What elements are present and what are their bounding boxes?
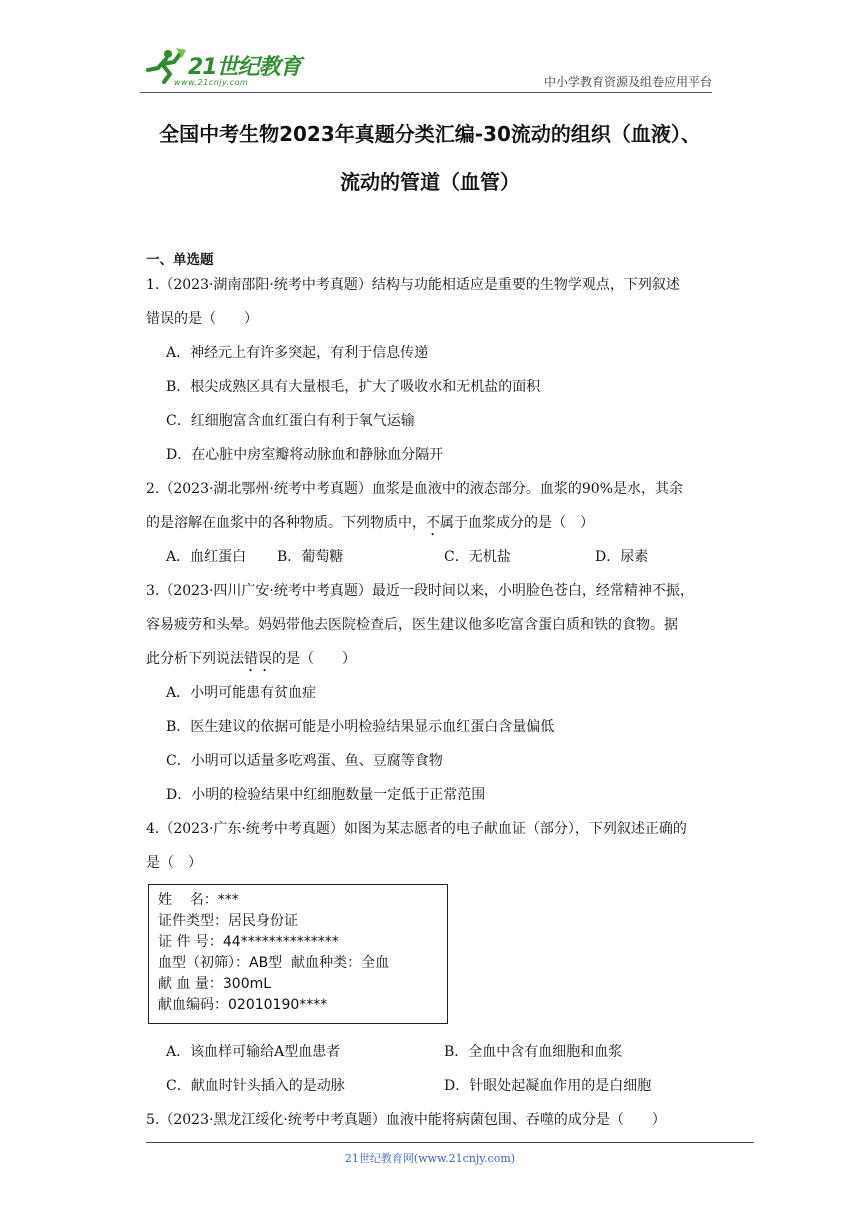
question-4-option-c: C．献血时针头插入的是动脉 [166,1078,345,1094]
certificate-line-name: 姓 名：*** [158,892,239,908]
certificate-line-volume: 献 血 量：300mL [158,976,272,992]
question-3-option-b: B．医生建议的依据可能是小明检验结果显示血红蛋白含量偏低 [166,719,555,735]
question-3-text-post: 的是（ ） [272,651,356,667]
header-divider [140,92,712,93]
question-4-option-b: B．全血中含有血细胞和血浆 [444,1044,623,1060]
page-header [140,44,712,94]
question-2-option-d: D．尿素 [595,549,649,565]
question-1-line-2: 错误的是（ ） [146,311,258,327]
question-2-text-pre: 的是溶解在血浆中的各种物质。下列物质中， [146,515,426,531]
question-2-line-1: 2.（2023·湖北鄂州·统考中考真题）血浆是血液中的液态部分。血浆的90%是水，其余 [146,481,684,497]
question-3-text-pre: 此分析下列说法 [146,651,244,667]
question-3-line-1: 3.（2023·四川广安·统考中考真题）最近一段时间以来，小明脸色苍白，经常精神不振， [146,583,694,599]
question-2-option-b: B．葡萄糖 [277,549,344,565]
question-1-option-b: B．根尖成熟区具有大量根毛，扩大了吸收水和无机盐的面积 [166,379,541,395]
question-1-option-d: D．在心脏中房室瓣将动脉血和静脉血分隔开 [166,447,444,463]
question-4-option-a: A．该血样可输给A型血患者 [166,1044,341,1060]
question-4-line-1: 4.（2023·广东·统考中考真题）如图为某志愿者的电子献血证（部分），下列叙述正确的 [146,821,687,837]
question-3-line-2: 容易疲劳和头晕。妈妈带他去医院检查后，医生建议他多吃富含蛋白质和铁的食物。据 [146,617,678,633]
question-1-option-a: A．神经元上有许多突起，有利于信息传递 [166,345,429,361]
logo-url: www.21cnjy.com [174,78,249,87]
question-3-line-3 [146,648,356,675]
document-title-line-2: 流动的管道（血管） [340,170,520,194]
site-logo [140,44,310,92]
question-1-option-c: C．红细胞富含血红蛋白有利于氧气运输 [166,413,415,429]
blood-donation-certificate [148,884,448,1024]
question-2-text-post: 属于血浆成分的是（ ） [440,515,594,531]
question-1-line-1: 1.（2023·湖南邵阳·统考中考真题）结构与功能相适应是重要的生物学观点，下列叙述 [146,277,680,293]
question-3-emphasis: 错误 [244,651,272,667]
certificate-line-id-number: 证 件 号：44************** [158,934,339,950]
question-3-option-a: A．小明可能患有贫血症 [166,685,317,701]
question-2-emphasis: 不 [426,515,440,531]
question-2-option-a: A．血红蛋白 [166,549,247,565]
certificate-line-code: 献血编码：02010190**** [158,997,328,1013]
question-5-line-1: 5.（2023·黑龙江绥化·统考中考真题）血液中能将病菌包围、吞噬的成分是（ ） [146,1112,666,1128]
logo-text: 21世纪教育 [188,55,301,80]
question-2-option-c: C．无机盐 [444,549,511,565]
question-3-option-c: C．小明可以适量多吃鸡蛋、鱼、豆腐等食物 [166,753,443,769]
footer-divider [146,1142,754,1143]
footer-link[interactable]: 21世纪教育网(www.21cnjy.com) [344,1152,516,1165]
question-3-option-d: D．小明的检验结果中红细胞数量一定低于正常范围 [166,787,486,803]
certificate-line-id-type: 证件类型：居民身份证 [158,913,298,929]
document-title-line-1: 全国中考生物2023年真题分类汇编-30流动的组织（血液）、 [159,122,701,146]
question-2-line-2 [146,512,594,539]
header-platform-text: 中小学教育资源及组卷应用平台 [543,75,712,89]
question-4-line-2: 是（ ） [146,855,202,871]
certificate-line-blood-type: 血型（初筛）：AB型 献血种类：全血 [158,955,390,971]
question-4-option-d: D．针眼处起凝血作用的是白细胞 [444,1078,652,1094]
section-heading: 一、单选题 [146,252,214,268]
